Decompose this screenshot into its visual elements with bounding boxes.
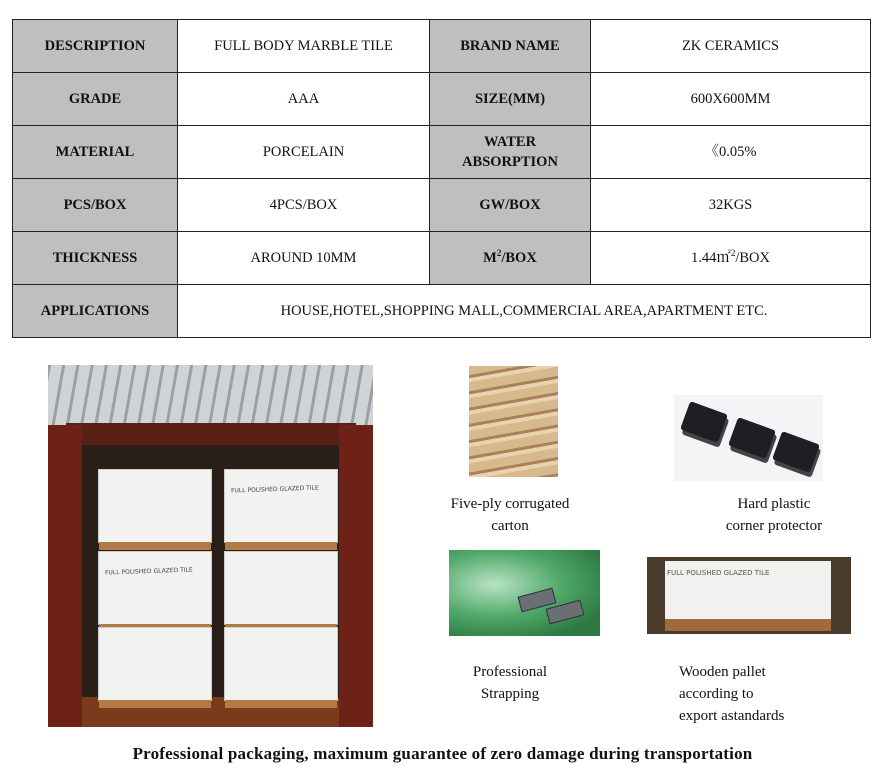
container-door-right	[339, 425, 373, 727]
table-row	[13, 73, 871, 126]
value-material: PORCELAIN	[178, 126, 430, 179]
container-loading-photo	[48, 365, 373, 727]
corner-protector	[728, 417, 776, 459]
caption-line: Professional	[472, 664, 548, 680]
label-m2-base: M	[483, 250, 497, 266]
value-description: FULL BODY MARBLE TILE	[178, 20, 430, 73]
caption-line: corner protector	[725, 518, 823, 534]
corner-caption	[686, 493, 862, 537]
label-applications: APPLICATIONS	[13, 285, 178, 338]
table-row	[13, 20, 871, 73]
value-gw-box: 32KGS	[591, 179, 871, 232]
label-m2-box	[430, 232, 591, 285]
label-water-line1: WATER	[483, 134, 537, 150]
label-description: DESCRIPTION	[13, 20, 178, 73]
value-m2-box	[591, 232, 871, 285]
table-row	[13, 285, 871, 338]
wooden-pallet-photo	[647, 557, 851, 634]
caption-line: carton	[491, 518, 529, 534]
value-brand-name: ZK CERAMICS	[591, 20, 871, 73]
value-m2-rest: /BOX	[735, 250, 771, 266]
carton-caption	[430, 493, 590, 537]
strapping-photo	[449, 550, 600, 636]
tile-pallet	[98, 627, 212, 701]
value-applications: HOUSE,HOTEL,SHOPPING MALL,COMMERCIAL AREA,APARTMENT ETC.	[178, 285, 871, 338]
caption-line: Hard plastic	[737, 496, 811, 512]
pallet-label: FULL POLISHED GLAZED TILE	[230, 484, 319, 495]
corner-protector	[772, 431, 820, 473]
spec-table	[12, 19, 871, 338]
value-water-absorption: 《0.05%	[591, 126, 871, 179]
tile-pallet	[224, 469, 338, 543]
corner-protector-photo	[674, 395, 823, 481]
label-grade: GRADE	[13, 73, 178, 126]
caption-line: according to	[679, 686, 754, 702]
corrugated-carton-photo	[469, 366, 558, 477]
tile-pallet	[98, 469, 212, 543]
label-water-absorption	[430, 126, 591, 179]
container-door-left	[48, 425, 82, 727]
value-m2-sup: 2	[730, 248, 736, 259]
tile-pallet	[98, 551, 212, 625]
value-thickness: AROUND 10MM	[178, 232, 430, 285]
warehouse-roof	[48, 365, 373, 425]
strapping-caption	[440, 661, 580, 705]
value-size: 600X600MM	[591, 73, 871, 126]
label-size: SIZE(MM)	[430, 73, 591, 126]
value-pcs-box: 4PCS/BOX	[178, 179, 430, 232]
container-frame	[66, 423, 356, 445]
table-row	[13, 126, 871, 179]
caption-line: Wooden pallet	[679, 664, 766, 680]
label-brand-name: BRAND NAME	[430, 20, 591, 73]
wooden-pallet	[665, 619, 831, 631]
pallet-label: FULL POLISHED GLAZED TILE	[667, 569, 770, 577]
label-pcs-box: PCS/BOX	[13, 179, 178, 232]
label-thickness: THICKNESS	[13, 232, 178, 285]
tile-pallet	[224, 551, 338, 625]
table-row	[13, 232, 871, 285]
value-m2-base: 1.44㎡	[690, 250, 731, 266]
label-m2-sup: 2	[496, 248, 502, 259]
value-grade: AAA	[178, 73, 430, 126]
caption-line: export astandards	[679, 708, 785, 724]
caption-line: Strapping	[480, 686, 540, 702]
corner-protector	[680, 401, 728, 443]
wooden-pallet-caption	[679, 661, 859, 727]
label-gw-box: GW/BOX	[430, 179, 591, 232]
footer-tagline: Professional packaging, maximum guarantee of zero damage during transportation	[132, 744, 753, 763]
tile-pallet	[224, 627, 338, 701]
label-material: MATERIAL	[13, 126, 178, 179]
table-row	[13, 179, 871, 232]
caption-line: Five-ply corrugated	[450, 496, 570, 512]
label-m2-rest: /BOX	[501, 250, 537, 266]
pallet-label: FULL POLISHED GLAZED TILE	[104, 566, 193, 577]
label-water-line2: ABSORPTION	[462, 154, 558, 170]
